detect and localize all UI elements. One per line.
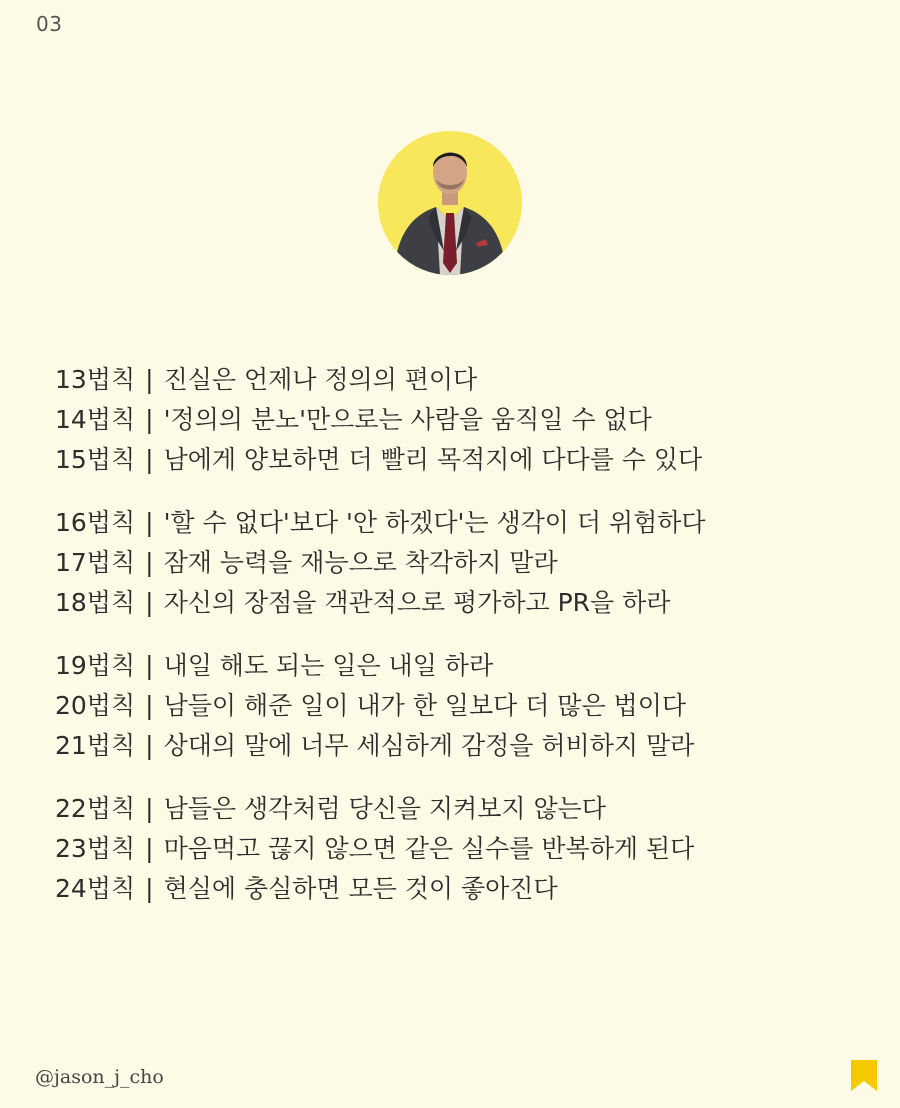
rule-text: 내일 해도 되는 일은 내일 하라 — [163, 651, 494, 680]
rule-number: 20법칙 — [55, 691, 136, 720]
rule-number: 13법칙 — [55, 365, 136, 394]
rule-number: 24법칙 — [55, 874, 136, 903]
rule-text: 진실은 언제나 정의의 편이다 — [163, 365, 478, 394]
rule-text: '정의의 분노'만으로는 사람을 움직일 수 없다 — [163, 405, 652, 434]
rule-text: 자신의 장점을 객관적으로 평가하고 PR을 하라 — [163, 588, 671, 617]
rule-item — [55, 789, 875, 829]
rule-item — [55, 583, 875, 623]
rule-number: 16법칙 — [55, 508, 136, 537]
rule-separator: | — [145, 445, 154, 474]
rule-group — [55, 646, 875, 766]
rule-item — [55, 646, 875, 686]
rule-number: 21법칙 — [55, 731, 136, 760]
rule-text: 잠재 능력을 재능으로 착각하지 말라 — [163, 548, 558, 577]
rule-separator: | — [145, 874, 154, 903]
rule-group — [55, 360, 875, 480]
rule-separator: | — [145, 365, 154, 394]
rules-list — [55, 360, 875, 932]
rule-separator: | — [145, 651, 154, 680]
rule-item — [55, 360, 875, 400]
page-number: 03 — [36, 12, 63, 36]
rule-separator: | — [145, 508, 154, 537]
rule-text: 남에게 양보하면 더 빨리 목적지에 다다를 수 있다 — [163, 445, 703, 474]
rule-number: 19법칙 — [55, 651, 136, 680]
rule-item — [55, 869, 875, 909]
rule-number: 18법칙 — [55, 588, 136, 617]
author-avatar — [378, 131, 522, 275]
rule-number: 15법칙 — [55, 445, 136, 474]
rule-group — [55, 503, 875, 623]
rule-text: '할 수 없다'보다 '안 하겠다'는 생각이 더 위험하다 — [163, 508, 706, 537]
rule-item — [55, 400, 875, 440]
rule-text: 남들이 해준 일이 내가 한 일보다 더 많은 법이다 — [163, 691, 686, 720]
rule-item — [55, 543, 875, 583]
author-portrait-image — [378, 131, 522, 275]
rule-item — [55, 686, 875, 726]
rule-item — [55, 726, 875, 766]
rule-item — [55, 829, 875, 869]
rule-number: 23법칙 — [55, 834, 136, 863]
author-handle: @jason_j_cho — [35, 1066, 164, 1088]
rule-separator: | — [145, 834, 154, 863]
rule-number: 17법칙 — [55, 548, 136, 577]
rule-item — [55, 503, 875, 543]
rule-separator: | — [145, 691, 154, 720]
rule-separator: | — [145, 548, 154, 577]
rule-text: 남들은 생각처럼 당신을 지켜보지 않는다 — [163, 794, 606, 823]
rule-text: 상대의 말에 너무 세심하게 감정을 허비하지 말라 — [163, 731, 695, 760]
rule-group — [55, 789, 875, 909]
rule-number: 14법칙 — [55, 405, 136, 434]
rule-item — [55, 440, 875, 480]
rule-separator: | — [145, 731, 154, 760]
bookmark-icon[interactable] — [851, 1060, 877, 1091]
rule-text: 마음먹고 끊지 않으면 같은 실수를 반복하게 된다 — [163, 834, 695, 863]
rule-number: 22법칙 — [55, 794, 136, 823]
rule-separator: | — [145, 405, 154, 434]
rule-text: 현실에 충실하면 모든 것이 좋아진다 — [163, 874, 558, 903]
rule-separator: | — [145, 794, 154, 823]
rule-separator: | — [145, 588, 154, 617]
